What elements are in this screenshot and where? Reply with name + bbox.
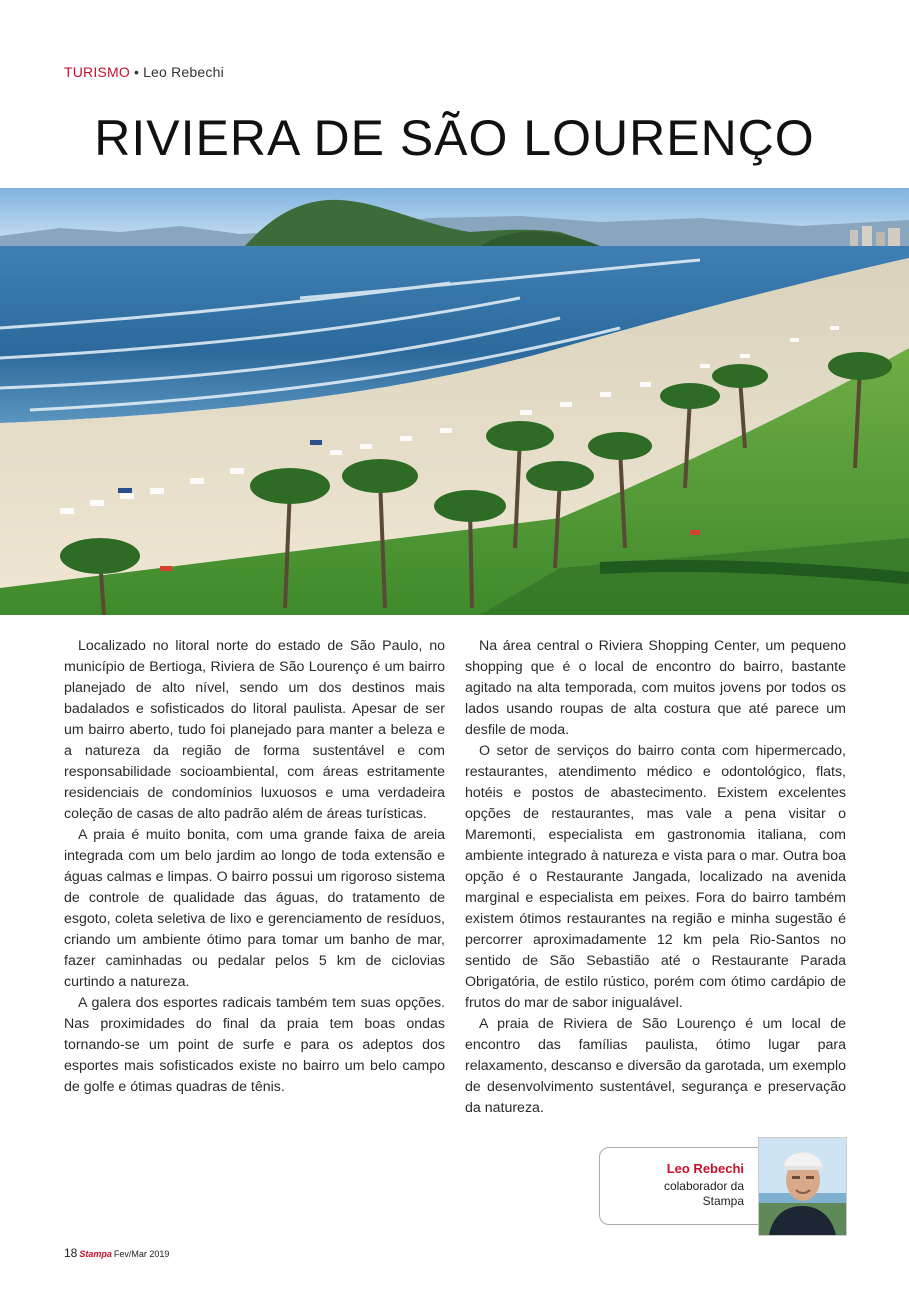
article-column-left <box>64 636 445 1098</box>
paragraph: Localizado no litoral norte do estado de São Paulo, no município de Bertioga, Riviera de São Lourenço é um bairro planejado de alto nível, sendo um dos destinos mais badalados e sofisticados do litoral paulista. Apesar de ser um bairro aberto, tudo foi planejado para manter a beleza e a natureza da região de forma sustentável e com responsabilidade socioambiental, com áreas estritamente residenciais de condomínios luxuosos e uma verdadeira coleção de casas de alto padrão além de áreas turísticas. <box>64 638 445 822</box>
section-label: TURISMO <box>64 64 130 80</box>
paragraph: Na área central o Riviera Shopping Center, um pequeno shopping que é o local de encontro do bairro, bastante agitado na alta temporada, com muitos jovens por todos os lados usando roupas de alta costura que até parece um desfile de moda. <box>465 638 846 738</box>
section-kicker <box>64 64 224 80</box>
hero-image <box>0 188 909 615</box>
article-column-right <box>465 636 846 1119</box>
paragraph: A praia é muito bonita, com uma grande faixa de areia integrada com um belo jardim ao longo de toda extensão e águas calmas e limpas. O bairro possui um rigoroso sistema de controle de qualidade das águas, do tratamento de esgoto, coleta seletiva de lixo e gerenciamento de resíduos, criando um ambiente ótimo para tomar um banho de mar, fazer caminhadas ou pedalar pelos 5 km de ciclovias curtindo a natureza. <box>64 827 445 990</box>
issue-date: Fev/Mar 2019 <box>113 1249 170 1259</box>
kicker-author: Leo Rebechi <box>143 64 224 80</box>
page-footer <box>64 1246 169 1260</box>
magazine-name: Stampa <box>79 1249 112 1259</box>
author-role: colaborador da Stampa <box>663 1179 744 1208</box>
paragraph: A praia de Riviera de São Lourenço é um local de encontro das famílias paulista, ótimo lugar para relaxamento, descanso e diversão da garotada, um exemplo de desenvolvimento sustentável, segurança e preservação da natureza. <box>465 1016 846 1116</box>
paragraph: A galera dos esportes radicais também tem suas opções. Nas proximidades do final da praia tem boas ondas tornando-se um point de surfe e para os adeptos dos esportes mais sofisticados existe no bairro um belo campo de golfe e ótimas quadras de tênis. <box>64 995 445 1095</box>
paragraph: O setor de serviços do bairro conta com hipermercado, restaurantes, atendimento médico e odontológico, flats, hotéis e postos de abastecimento. Existem excelentes opções de restaurantes, mas vale a pena visitar o Maremonti, especialista em gastronomia italiana, com ambiente integrado à natureza e vista para o mar. Outra boa opção é o Restaurante Jangada, localizado na avenida marginal e especialista em peixes. Fora do bairro também existem ótimos restaurantes na região e minha sugestão é percorrer aproximadamente 12 km pela Rio-Santos no sentido de São Sebastião até o Restaurante Parada Obrigatória, de estilo rústico, porém com ótimo cardápio de frutos do mar de sabor inigualável. <box>465 743 846 1011</box>
author-card <box>599 1147 771 1225</box>
beach-photo-icon <box>0 188 909 615</box>
page-number: 18 <box>64 1246 78 1260</box>
page-title: RIVIERA DE SÃO LOURENÇO <box>94 110 815 166</box>
author-name: Leo Rebechi <box>666 1161 744 1176</box>
author-photo-icon <box>758 1137 847 1236</box>
kicker-separator: • <box>133 64 140 80</box>
